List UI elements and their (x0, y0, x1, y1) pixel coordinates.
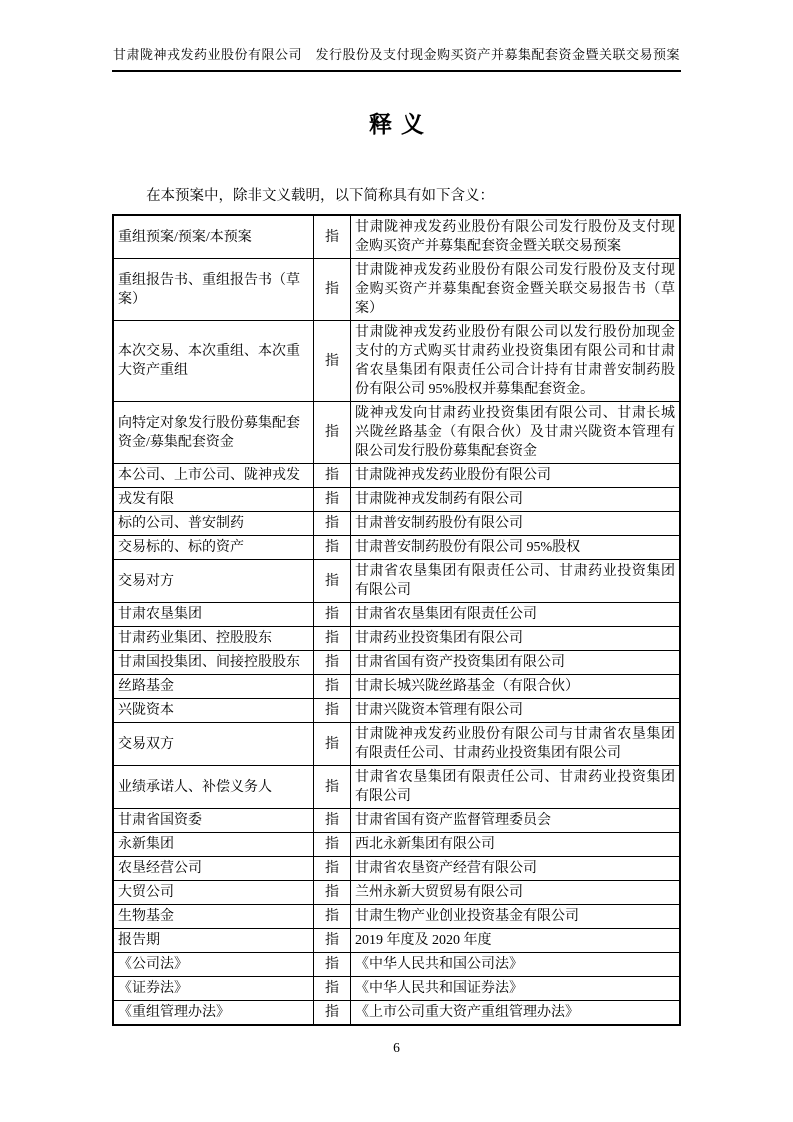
table-row (113, 321, 680, 402)
table-row (113, 1001, 680, 1026)
definition-cell: 甘肃陇神戎发药业股份有限公司发行股份及支付现金购买资产并募集配套资金暨关联交易预案 (351, 215, 681, 259)
definition-cell: 甘肃陇神戎发药业股份有限公司以发行股份加现金支付的方式购买甘肃药业投资集团有限公司和甘肃省农垦集团有限责任公司合计持有甘肃普安制药股份有限公司 95%股权并募集配套资金。 (351, 321, 681, 402)
term-cell: 本公司、上市公司、陇神戎发 (113, 464, 314, 488)
definition-cell: 西北永新集团有限公司 (351, 833, 681, 857)
definition-cell: 甘肃普安制药股份有限公司 (351, 512, 681, 536)
link-word-cell: 指 (314, 464, 351, 488)
definition-cell: 甘肃兴陇资本管理有限公司 (351, 699, 681, 723)
page-header-text: 甘肃陇神戎发药业股份有限公司 发行股份及支付现金购买资产并募集配套资金暨关联交易预案 (112, 47, 680, 62)
term-cell: 永新集团 (113, 833, 314, 857)
definition-cell: 甘肃省农垦集团有限责任公司、甘肃药业投资集团有限公司 (351, 766, 681, 809)
term-cell: 戎发有限 (113, 488, 314, 512)
definition-cell: 甘肃陇神戎发药业股份有限公司与甘肃省农垦集团有限责任公司、甘肃药业投资集团有限公司 (351, 723, 681, 766)
term-cell: 交易对方 (113, 560, 314, 603)
page-title: 释义 (369, 112, 433, 137)
link-word-cell: 指 (314, 833, 351, 857)
definition-cell: 甘肃药业投资集团有限公司 (351, 627, 681, 651)
term-cell: 大贸公司 (113, 881, 314, 905)
link-word-cell: 指 (314, 1001, 351, 1026)
link-word-cell: 指 (314, 603, 351, 627)
table-row (113, 905, 680, 929)
definition-cell: 甘肃陇神戎发药业股份有限公司 (351, 464, 681, 488)
table-row (113, 809, 680, 833)
table-row (113, 675, 680, 699)
document-page (112, 0, 681, 1026)
term-cell: 甘肃国投集团、间接控股股东 (113, 651, 314, 675)
link-word-cell: 指 (314, 809, 351, 833)
term-cell: 业绩承诺人、补偿义务人 (113, 766, 314, 809)
definition-cell: 甘肃陇神戎发制药有限公司 (351, 488, 681, 512)
intro-text: 在本预案中，除非文义载明，以下简称具有如下含义： (146, 188, 495, 204)
term-cell: 交易双方 (113, 723, 314, 766)
table-row (113, 603, 680, 627)
definitions-table (112, 214, 681, 1026)
table-row (113, 723, 680, 766)
link-word-cell: 指 (314, 651, 351, 675)
definition-cell: 兰州永新大贸贸易有限公司 (351, 881, 681, 905)
table-row (113, 833, 680, 857)
link-word-cell: 指 (314, 881, 351, 905)
term-cell: 甘肃省国资委 (113, 809, 314, 833)
definition-cell: 2019 年度及 2020 年度 (351, 929, 681, 953)
definition-cell: 《上市公司重大资产重组管理办法》 (351, 1001, 681, 1026)
term-cell: 标的公司、普安制药 (113, 512, 314, 536)
link-word-cell: 指 (314, 977, 351, 1001)
link-word-cell: 指 (314, 215, 351, 259)
table-row (113, 929, 680, 953)
page-header (112, 46, 681, 72)
term-cell: 丝路基金 (113, 675, 314, 699)
table-row (113, 766, 680, 809)
table-row (113, 560, 680, 603)
table-row (113, 651, 680, 675)
table-row (113, 699, 680, 723)
term-cell: 甘肃药业集团、控股股东 (113, 627, 314, 651)
link-word-cell: 指 (314, 560, 351, 603)
definition-cell: 甘肃生物产业创业投资基金有限公司 (351, 905, 681, 929)
link-word-cell: 指 (314, 675, 351, 699)
term-cell: 生物基金 (113, 905, 314, 929)
page-number: 6 (393, 1040, 400, 1055)
link-word-cell: 指 (314, 699, 351, 723)
link-word-cell: 指 (314, 488, 351, 512)
term-cell: 交易标的、标的资产 (113, 536, 314, 560)
term-cell: 报告期 (113, 929, 314, 953)
definition-cell: 《中华人民共和国公司法》 (351, 953, 681, 977)
table-row (113, 953, 680, 977)
link-word-cell: 指 (314, 857, 351, 881)
link-word-cell: 指 (314, 723, 351, 766)
definition-cell: 陇神戎发向甘肃药业投资集团有限公司、甘肃长城兴陇丝路基金（有限合伙）及甘肃兴陇资本管理有限公司发行股份募集配套资金 (351, 402, 681, 464)
table-row (113, 512, 680, 536)
definitions-table-body (113, 215, 680, 1025)
link-word-cell: 指 (314, 259, 351, 321)
link-word-cell: 指 (314, 929, 351, 953)
link-word-cell: 指 (314, 627, 351, 651)
definition-cell: 甘肃长城兴陇丝路基金（有限合伙） (351, 675, 681, 699)
table-row (113, 536, 680, 560)
link-word-cell: 指 (314, 402, 351, 464)
definition-cell: 甘肃陇神戎发药业股份有限公司发行股份及支付现金购买资产并募集配套资金暨关联交易报告书（草案） (351, 259, 681, 321)
table-row (113, 881, 680, 905)
definition-cell: 甘肃省国有资产投资集团有限公司 (351, 651, 681, 675)
link-word-cell: 指 (314, 905, 351, 929)
definition-cell: 甘肃省农垦资产经营有限公司 (351, 857, 681, 881)
term-cell: 本次交易、本次重组、本次重大资产重组 (113, 321, 314, 402)
term-cell: 甘肃农垦集团 (113, 603, 314, 627)
term-cell: 兴陇资本 (113, 699, 314, 723)
link-word-cell: 指 (314, 321, 351, 402)
term-cell: 《证券法》 (113, 977, 314, 1001)
table-row (113, 402, 680, 464)
term-cell: 重组报告书、重组报告书（草案） (113, 259, 314, 321)
term-cell: 重组预案/预案/本预案 (113, 215, 314, 259)
definition-cell: 甘肃普安制药股份有限公司 95%股权 (351, 536, 681, 560)
definition-cell: 甘肃省国有资产监督管理委员会 (351, 809, 681, 833)
definition-cell: 甘肃省农垦集团有限责任公司 (351, 603, 681, 627)
table-row (113, 259, 680, 321)
link-word-cell: 指 (314, 766, 351, 809)
table-row (113, 488, 680, 512)
table-row (113, 464, 680, 488)
term-cell: 《重组管理办法》 (113, 1001, 314, 1026)
term-cell: 《公司法》 (113, 953, 314, 977)
table-row (113, 627, 680, 651)
table-row (113, 857, 680, 881)
table-row (113, 977, 680, 1001)
table-row (113, 215, 680, 259)
term-cell: 向特定对象发行股份募集配套资金/募集配套资金 (113, 402, 314, 464)
link-word-cell: 指 (314, 512, 351, 536)
definition-cell: 《中华人民共和国证券法》 (351, 977, 681, 1001)
link-word-cell: 指 (314, 953, 351, 977)
link-word-cell: 指 (314, 536, 351, 560)
term-cell: 农垦经营公司 (113, 857, 314, 881)
definition-cell: 甘肃省农垦集团有限责任公司、甘肃药业投资集团有限公司 (351, 560, 681, 603)
